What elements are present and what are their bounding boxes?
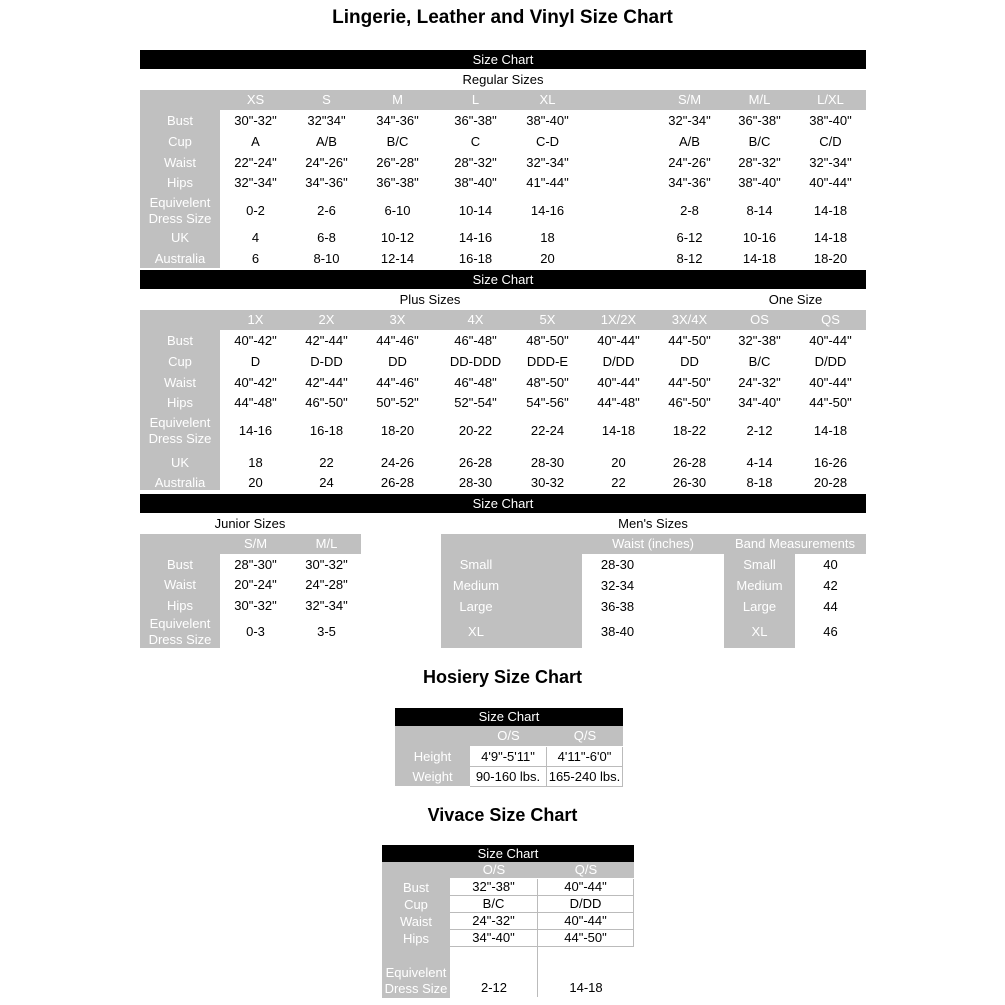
plus-table-cell: 28-30: [530, 455, 565, 470]
regular-table-size-header: M: [392, 92, 403, 107]
regular-table-cell: 6-8: [317, 230, 336, 245]
junior-sizes-subtitle: Junior Sizes: [214, 516, 286, 531]
hosiery-row-label: Height: [413, 749, 452, 764]
regular-table-cell: 32"34": [307, 113, 346, 128]
regular-table-cell: 30"-32": [234, 113, 277, 128]
regular-table-cell: 38"-40": [526, 113, 569, 128]
plus-table-cell: 48"-50": [526, 333, 569, 348]
size-chart-bar-junior-mens: Size Chart: [140, 494, 866, 513]
plus-table-cell: 50"-52": [376, 395, 419, 410]
mens-band-cell: 44: [823, 599, 838, 614]
plus-table-cell: D/DD: [602, 354, 635, 369]
plus-table-cell: 16-18: [309, 423, 344, 438]
regular-table-cell: 40"-44": [809, 175, 852, 190]
plus-table-size-header: 5X: [539, 312, 556, 327]
regular-table-cell: 10-16: [742, 230, 777, 245]
plus-table-size-header: QS: [821, 312, 840, 327]
vivace-cell: 40"-44": [538, 913, 634, 930]
mens-row-label: Large: [459, 599, 493, 614]
plus-table-cell: 44"-48": [234, 395, 277, 410]
plus-table-cell: 2-12: [746, 423, 773, 438]
mens-band-cell: 40: [823, 557, 838, 572]
hosiery-cell: 4'9"-5'11": [470, 747, 547, 767]
regular-sizes-subtitle: Regular Sizes: [462, 72, 544, 87]
regular-table-cell: 2-8: [680, 203, 699, 218]
regular-table-cell: 8-14: [746, 203, 773, 218]
regular-table-size-header: M/L: [748, 92, 771, 107]
plus-table-cell: D-DD: [310, 354, 343, 369]
vivace-cell: 14-18: [569, 980, 603, 995]
regular-table-cell: 6: [251, 251, 260, 266]
plus-table-cell: 16-26: [813, 455, 848, 470]
regular-table-size-header: S: [322, 92, 331, 107]
plus-table-row-label: Hips: [166, 395, 193, 410]
regular-table-cell: A: [251, 134, 260, 149]
plus-table-size-header: 3X/4X: [671, 312, 708, 327]
regular-table-cell: 8-10: [313, 251, 340, 266]
regular-table-cell: 6-12: [676, 230, 703, 245]
plus-table-cell: 46"-50": [305, 395, 348, 410]
regular-table-cell: A/B: [316, 134, 337, 149]
plus-table-cell: DD: [388, 354, 407, 369]
mens-band-label: Medium: [736, 578, 783, 593]
vivace-cell: B/C: [450, 896, 538, 913]
regular-table-row-label: Bust: [166, 113, 193, 128]
hosiery-cell: 4'11"-6'0": [547, 747, 623, 767]
plus-table-cell: 24: [319, 475, 334, 490]
plus-table-cell: 40"-42": [234, 375, 277, 390]
plus-table-cell: 20: [611, 455, 626, 470]
vivace-size-chart-bar: Size Chart: [382, 845, 634, 862]
vivace-row-label: Hips: [402, 930, 429, 946]
plus-table-cell: 44"-48": [597, 395, 640, 410]
plus-table-cell: 40"-44": [597, 375, 640, 390]
regular-table-cell: 12-14: [380, 251, 415, 266]
mens-row-label: XL: [468, 624, 484, 639]
vivace-title: Vivace Size Chart: [427, 805, 578, 825]
hosiery-title: Hosiery Size Chart: [422, 667, 583, 687]
regular-table-size-header: S/M: [677, 92, 702, 107]
vivace-row-label: Bust: [402, 879, 429, 895]
plus-table-cell: 24-26: [380, 455, 415, 470]
plus-table-cell: 18-22: [672, 423, 707, 438]
regular-table-size-header: L: [471, 92, 480, 107]
plus-table-cell: 44"-46": [376, 333, 419, 348]
plus-sizes-subtitle: Plus Sizes: [399, 292, 461, 307]
plus-table-cell: 26-28: [672, 455, 707, 470]
size-chart-bar-regular: Size Chart: [140, 50, 866, 69]
plus-table-cell: 4-14: [746, 455, 773, 470]
regular-table-cell: 36"-38": [454, 113, 497, 128]
regular-table-cell: 20: [540, 251, 555, 266]
plus-table-cell: 14-16: [238, 423, 273, 438]
plus-table-row-label: Australia: [154, 475, 206, 490]
regular-table-cell: 38"-40": [454, 175, 497, 190]
mens-band-cell: 46: [823, 624, 838, 639]
regular-table-cell: 28"-32": [738, 155, 781, 170]
hosiery-size-header: O/S: [497, 728, 520, 743]
plus-table-cell: 46"-48": [454, 375, 497, 390]
plus-table-cell: 48"-50": [526, 375, 569, 390]
regular-table-cell: 14-16: [530, 203, 565, 218]
regular-table-cell: 38"-40": [809, 113, 852, 128]
plus-table-cell: 20-22: [458, 423, 493, 438]
mens-waist-cell: 36-38: [600, 599, 635, 614]
plus-table-row-label: Equivelent Dress Size: [148, 415, 212, 446]
mens-band-label: Small: [743, 557, 776, 572]
mens-waist-header: Waist (inches): [612, 536, 694, 551]
plus-table-size-header: 2X: [318, 312, 335, 327]
plus-table-cell: 40"-42": [234, 333, 277, 348]
junior-size-header: M/L: [315, 536, 338, 551]
vivace-row-label: Waist: [399, 913, 433, 929]
mens-row-label: Medium: [452, 578, 500, 593]
plus-table-cell: 42"-44": [305, 375, 348, 390]
junior-cell: 32"-34": [305, 598, 348, 613]
plus-table-row-label: Cup: [168, 354, 192, 369]
plus-table-cell: 26-28: [380, 475, 415, 490]
one-size-subtitle: One Size: [768, 292, 823, 307]
junior-row-label: Hips: [166, 598, 193, 613]
regular-table-cell: A/B: [679, 134, 700, 149]
regular-table-cell: 0-2: [246, 203, 265, 218]
regular-table-cell: 10-14: [458, 203, 493, 218]
regular-table-cell: 24"-26": [668, 155, 711, 170]
plus-table-cell: 46"-50": [668, 395, 711, 410]
regular-table-size-header: XS: [246, 92, 265, 107]
plus-table-row-label: Bust: [166, 333, 193, 348]
regular-table-cell: 32"-34": [809, 155, 852, 170]
vivace-cell: 34"-40": [450, 930, 538, 947]
plus-table-cell: 24"-32": [738, 375, 781, 390]
plus-table-cell: D/DD: [814, 354, 847, 369]
plus-table-row-label: Waist: [163, 375, 197, 390]
regular-table-row-label: Equivelent Dress Size: [148, 195, 212, 226]
junior-cell: 28"-30": [234, 557, 277, 572]
plus-table-cell: 26-30: [672, 475, 707, 490]
junior-cell: 30"-32": [305, 557, 348, 572]
regular-table-cell: 36"-38": [738, 113, 781, 128]
regular-table-row-label: Hips: [166, 175, 193, 190]
vivace-row-label: Equivelent Dress Size: [384, 965, 448, 996]
plus-table-cell: 14-18: [813, 423, 848, 438]
size-chart-bar-plus: Size Chart: [140, 270, 866, 289]
vivace-cell: 32"-38": [450, 879, 538, 896]
hosiery-row-label: Weight: [412, 769, 453, 784]
plus-table-cell: 22: [611, 475, 626, 490]
plus-table-row-label: UK: [170, 455, 190, 470]
mens-sizes-subtitle: Men's Sizes: [618, 516, 688, 531]
plus-table-cell: DD-DDD: [449, 354, 502, 369]
vivace-cell: 44"-50": [538, 930, 634, 947]
regular-table-cell: B/C: [386, 134, 409, 149]
plus-table-cell: B/C: [748, 354, 771, 369]
regular-table-cell: 14-18: [742, 251, 777, 266]
junior-size-header: S/M: [243, 536, 268, 551]
junior-cell: 3-5: [317, 624, 336, 639]
plus-table-cell: 8-18: [746, 475, 773, 490]
plus-table-size-header: 4X: [467, 312, 484, 327]
plus-table-cell: 28-30: [458, 475, 493, 490]
plus-table-cell: 54"-56": [526, 395, 569, 410]
vivace-cell: 40"-44": [538, 879, 634, 896]
junior-cell: 0-3: [246, 624, 265, 639]
regular-table-cell: B/C: [748, 134, 771, 149]
regular-table-row-label: Australia: [154, 251, 206, 266]
plus-table-cell: 42"-44": [305, 333, 348, 348]
plus-table-cell: 44"-50": [809, 395, 852, 410]
regular-table-row-label: UK: [170, 230, 190, 245]
regular-table-cell: 34"-36": [376, 113, 419, 128]
regular-table-cell: 6-10: [384, 203, 411, 218]
mens-band-label: Large: [742, 599, 777, 614]
plus-table-cell: 44"-50": [668, 333, 711, 348]
mens-waist-cell: 28-30: [600, 557, 635, 572]
plus-table-size-header: 1X/2X: [600, 312, 637, 327]
plus-table-cell: 40"-44": [809, 333, 852, 348]
regular-table-cell: 14-18: [813, 230, 848, 245]
regular-table-cell: 8-12: [676, 251, 703, 266]
regular-table-cell: C: [470, 134, 481, 149]
plus-table-cell: 18-20: [380, 423, 415, 438]
junior-cell: 20"-24": [234, 577, 277, 592]
regular-table-cell: 4: [251, 230, 260, 245]
regular-table-cell: 26"-28": [376, 155, 419, 170]
regular-table-cell: 36"-38": [376, 175, 419, 190]
regular-table-cell: 14-18: [813, 203, 848, 218]
plus-table-size-header: OS: [750, 312, 769, 327]
regular-table-size-header: L/XL: [817, 92, 844, 107]
junior-cell: 24"-28": [305, 577, 348, 592]
plus-table-cell: DD: [680, 354, 699, 369]
mens-row-label: Small: [459, 557, 493, 572]
plus-table-cell: 14-18: [601, 423, 636, 438]
mens-band-header: Band Measurements: [735, 536, 855, 551]
plus-table-cell: 22: [319, 455, 334, 470]
plus-table-size-header: 1X: [247, 312, 264, 327]
plus-table-cell: D: [250, 354, 261, 369]
regular-table-cell: 16-18: [458, 251, 493, 266]
regular-table-size-header: XL: [539, 92, 556, 107]
junior-row-label: Equivelent Dress Size: [148, 616, 212, 647]
regular-table-cell: 32"-34": [668, 113, 711, 128]
vivace-cell: 24"-32": [450, 913, 538, 930]
vivace-size-header: O/S: [482, 862, 506, 877]
regular-table-cell: 14-16: [458, 230, 493, 245]
regular-table-cell: 32"-34": [234, 175, 277, 190]
plus-table-cell: 40"-44": [809, 375, 852, 390]
plus-table-size-header: 3X: [389, 312, 406, 327]
vivace-column-divider: [537, 947, 538, 997]
hosiery-cell: 165-240 lbs.: [547, 767, 623, 787]
regular-table-row-label: Waist: [163, 155, 197, 170]
hosiery-cell: 90-160 lbs.: [470, 767, 547, 787]
mens-waist-cell: 32-34: [600, 578, 635, 593]
plus-table-cell: 40"-44": [597, 333, 640, 348]
vivace-size-header: Q/S: [574, 862, 598, 877]
plus-table-cell: 22-24: [530, 423, 565, 438]
plus-table-cell: DDD-E: [526, 354, 569, 369]
plus-table-cell: 44"-46": [376, 375, 419, 390]
mens-waist-cell: 38-40: [600, 624, 635, 639]
vivace-row-label: Cup: [404, 896, 428, 912]
plus-table-cell: 46"-48": [454, 333, 497, 348]
junior-cell: 30"-32": [234, 598, 277, 613]
regular-table-cell: C/D: [819, 134, 842, 149]
regular-table-cell: 24"-26": [305, 155, 348, 170]
plus-table-cell: 32"-38": [738, 333, 781, 348]
regular-table-cell: 38"-40": [738, 175, 781, 190]
regular-table-cell: 18: [540, 230, 555, 245]
vivace-cell: D/DD: [538, 896, 634, 913]
regular-table-cell: 2-6: [317, 203, 336, 218]
plus-table-cell: 20-28: [813, 475, 848, 490]
plus-table-cell: 44"-50": [668, 375, 711, 390]
junior-row-label: Waist: [163, 577, 197, 592]
regular-table-cell: 34"-36": [305, 175, 348, 190]
regular-table-cell: 18-20: [813, 251, 848, 266]
regular-table-cell: 28"-32": [454, 155, 497, 170]
mens-band-cell: 42: [823, 578, 838, 593]
plus-table-cell: 52"-54": [454, 395, 497, 410]
junior-row-label: Bust: [166, 557, 193, 572]
plus-table-cell: 26-28: [458, 455, 493, 470]
page-title: Lingerie, Leather and Vinyl Size Chart: [332, 7, 673, 28]
regular-table-cell: 34"-36": [668, 175, 711, 190]
plus-table-cell: 20: [248, 475, 263, 490]
regular-table-cell: 22"-24": [234, 155, 277, 170]
regular-table-cell: 41"-44": [526, 175, 569, 190]
plus-table-cell: 30-32: [530, 475, 565, 490]
vivace-cell: 2-12: [480, 980, 508, 995]
regular-table-cell: 32"-34": [526, 155, 569, 170]
plus-table-cell: 18: [248, 455, 263, 470]
mens-band-label: XL: [751, 624, 768, 639]
hosiery-size-header: Q/S: [573, 728, 597, 743]
regular-table-row-label: Cup: [168, 134, 192, 149]
regular-table-cell: C-D: [535, 134, 560, 149]
plus-table-cell: 34"-40": [738, 395, 781, 410]
hosiery-size-chart-bar: Size Chart: [395, 708, 623, 726]
regular-table-cell: 10-12: [380, 230, 415, 245]
